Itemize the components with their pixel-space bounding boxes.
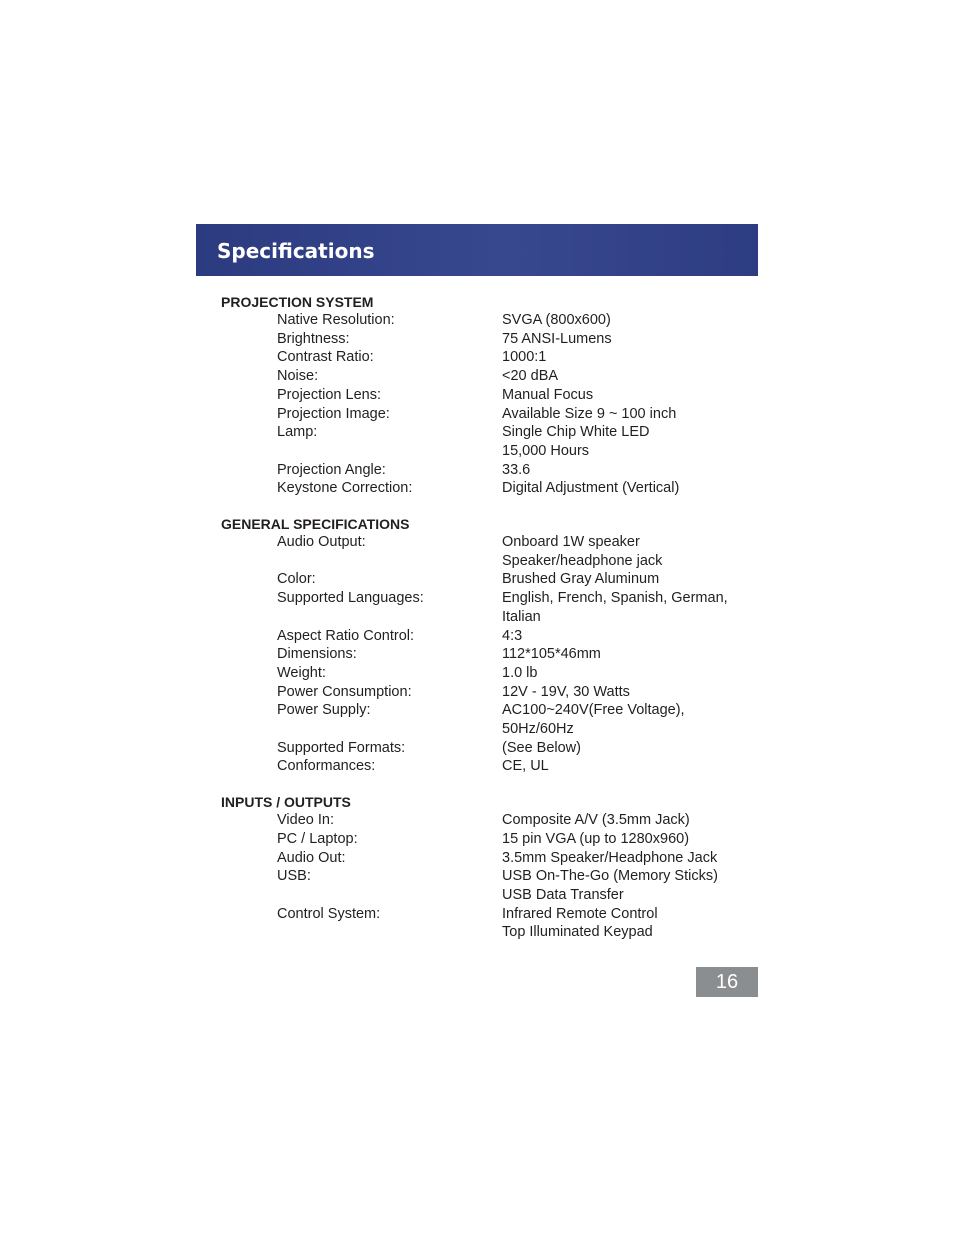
spec-label: Contrast Ratio: [277, 349, 374, 366]
spec-row [221, 867, 741, 904]
spec-label: Power Consumption: [277, 683, 412, 700]
spec-label: PC / Laptop: [277, 830, 358, 847]
spec-value: 3.5mm Speaker/Headphone Jack [502, 849, 718, 866]
spec-values [502, 830, 741, 849]
spec-label: USB: [277, 868, 311, 885]
spec-value: 15 pin VGA (up to 1280x960) [502, 830, 690, 847]
spec-row [221, 757, 741, 776]
spec-label: Lamp: [277, 424, 318, 441]
spec-label: Weight: [277, 664, 326, 681]
spec-label: Supported Formats: [277, 739, 406, 756]
spec-value: 12V - 19V, 30 Watts [502, 683, 630, 700]
spec-values [502, 423, 741, 460]
spec-values [502, 461, 741, 480]
spec-label: Projection Image: [277, 405, 390, 422]
section-title: INPUTS / OUTPUTS [221, 794, 351, 811]
spec-value: USB On-The-Go (Memory Sticks) [502, 868, 718, 885]
spec-label: Native Resolution: [277, 312, 395, 328]
spec-value: English, French, Spanish, German, [502, 590, 728, 607]
spec-row [221, 811, 741, 830]
spec-values [502, 701, 741, 738]
spec-value: Single Chip White LED [502, 424, 650, 441]
spec-value: Infrared Remote Control [502, 905, 658, 922]
spec-label: Brightness: [277, 330, 350, 347]
spec-row [221, 533, 741, 570]
spec-label: Audio Output: [277, 534, 366, 551]
spec-values [502, 330, 741, 349]
spec-row [221, 330, 741, 349]
spec-values [502, 367, 741, 386]
spec-label: Aspect Ratio Control: [277, 627, 415, 644]
header-banner [196, 224, 758, 276]
spec-values [502, 570, 741, 589]
spec-values [502, 867, 741, 904]
spec-label: Keystone Correction: [277, 480, 413, 497]
spec-values [502, 811, 741, 830]
spec-values [502, 386, 741, 405]
spec-label: Dimensions: [277, 646, 357, 663]
spec-value: 75 ANSI-Lumens [502, 330, 612, 347]
spec-value: 15,000 Hours [502, 442, 590, 459]
spec-values [502, 311, 741, 330]
spec-values [502, 849, 741, 868]
spec-values [502, 405, 741, 424]
spec-value: Onboard 1W speaker [502, 534, 640, 551]
section-title: GENERAL SPECIFICATIONS [221, 516, 410, 533]
spec-label: Audio Out: [277, 849, 346, 866]
spec-row [221, 570, 741, 589]
section-rows [221, 311, 741, 498]
spec-row [221, 589, 741, 626]
page-number: 16 [696, 967, 758, 997]
spec-values [502, 589, 741, 626]
spec-section [221, 293, 741, 498]
spec-label: Noise: [277, 368, 319, 385]
spec-label: Control System: [277, 905, 381, 922]
page-title: Specifications [217, 239, 375, 263]
spec-row [221, 701, 741, 738]
spec-value: 1000:1 [502, 349, 547, 366]
spec-label: Projection Angle: [277, 461, 386, 478]
spec-row [221, 830, 741, 849]
spec-values [502, 905, 741, 942]
spec-label: Power Supply: [277, 702, 371, 719]
spec-value: CE, UL [502, 758, 549, 775]
spec-value: Available Size 9 ~ 100 inch [502, 405, 677, 422]
spec-row [221, 405, 741, 424]
spec-value: Speaker/headphone jack [502, 552, 663, 569]
spec-value: Top Illuminated Keypad [502, 924, 653, 941]
spec-row [221, 739, 741, 758]
spec-values [502, 348, 741, 367]
spec-value: SVGA (800x600) [502, 312, 611, 328]
spec-row [221, 664, 741, 683]
spec-row [221, 849, 741, 868]
section-rows [221, 811, 741, 942]
spec-value: 1.0 lb [502, 664, 538, 681]
spec-label: Color: [277, 571, 316, 588]
spec-values [502, 645, 741, 664]
spec-label: Conformances: [277, 758, 376, 775]
section-rows [221, 533, 741, 776]
spec-row [221, 645, 741, 664]
spec-value: 50Hz/60Hz [502, 721, 574, 738]
spec-value: USB Data Transfer [502, 886, 624, 903]
spec-value: AC100~240V(Free Voltage), [502, 702, 685, 719]
spec-value: Italian [502, 608, 541, 625]
spec-values [502, 683, 741, 702]
spec-values [502, 757, 741, 776]
spec-row [221, 683, 741, 702]
spec-section [221, 515, 741, 776]
spec-value: Digital Adjustment (Vertical) [502, 480, 680, 497]
spec-row [221, 311, 741, 330]
spec-value: 112*105*46mm [502, 646, 601, 663]
spec-values [502, 533, 741, 570]
spec-value: Manual Focus [502, 386, 594, 403]
spec-row [221, 905, 741, 942]
spec-label: Supported Languages: [277, 590, 424, 607]
spec-row [221, 627, 741, 646]
spec-row [221, 423, 741, 460]
spec-value: Composite A/V (3.5mm Jack) [502, 812, 690, 829]
spec-value: 4:3 [502, 627, 523, 644]
spec-content [221, 292, 741, 959]
spec-values [502, 664, 741, 683]
spec-row [221, 348, 741, 367]
spec-row [221, 479, 741, 498]
spec-values [502, 479, 741, 498]
spec-values [502, 627, 741, 646]
spec-value: Brushed Gray Aluminum [502, 571, 660, 588]
spec-label: Projection Lens: [277, 386, 381, 403]
spec-label: Video In: [277, 812, 334, 829]
spec-row [221, 461, 741, 480]
spec-values [502, 739, 741, 758]
spec-value: 33.6 [502, 461, 531, 478]
spec-section [221, 793, 741, 942]
spec-value: (See Below) [502, 739, 581, 756]
spec-value: <20 dBA [502, 368, 559, 385]
spec-row [221, 367, 741, 386]
spec-row [221, 386, 741, 405]
section-title: PROJECTION SYSTEM [221, 294, 374, 310]
